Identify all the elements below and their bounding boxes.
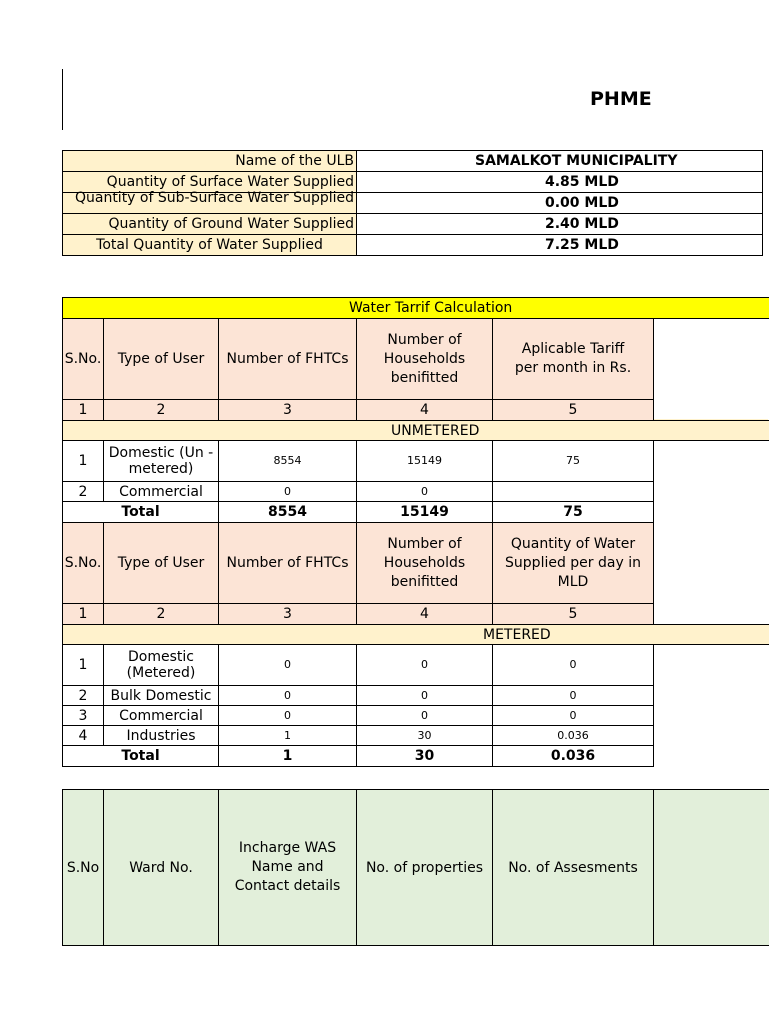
cell-fhtcs: 0: [219, 686, 357, 706]
header-type: Type of User: [104, 523, 219, 604]
total-row: [63, 502, 769, 523]
index-cell: 3: [219, 400, 357, 421]
info-label: Quantity of Ground Water Supplied: [63, 214, 357, 235]
ward-table: [62, 789, 769, 946]
header-sno: S.No.: [63, 319, 104, 400]
info-value: 4.85 MLD: [357, 172, 763, 193]
header-tariff: Aplicable Tariff per month in Rs.: [493, 319, 654, 400]
data-row: [63, 726, 769, 746]
info-row: [63, 214, 763, 235]
cell-value: 0: [493, 686, 654, 706]
cell-sno: 2: [63, 686, 104, 706]
cell-type: Industries: [104, 726, 219, 746]
metered-label: METERED: [63, 625, 769, 645]
cell-type: Commercial: [104, 706, 219, 726]
ward-header-properties: No. of properties: [357, 790, 493, 946]
cell-households: 0: [357, 645, 493, 686]
ward-header-ward-no: Ward No.: [104, 790, 219, 946]
info-label: Quantity of Surface Water Supplied: [63, 172, 357, 193]
cell-households: 30: [357, 726, 493, 746]
cell-value: 0: [493, 706, 654, 726]
ward-header-incharge: Incharge WAS Name and Contact details: [219, 790, 357, 946]
tariff-table-area: [62, 297, 654, 767]
header-type: Type of User: [104, 319, 219, 400]
total-label: Total: [63, 502, 219, 523]
cell-type: Bulk Domestic: [104, 686, 219, 706]
cell-type: Commercial: [104, 482, 219, 502]
unmetered-label: UNMETERED: [63, 421, 769, 441]
index-cell: 1: [63, 400, 104, 421]
cell-fhtcs: 0: [219, 482, 357, 502]
page-title: PHME: [590, 88, 652, 110]
total-households: 30: [357, 746, 493, 767]
index-row: [63, 604, 769, 625]
info-label: Name of the ULB: [63, 151, 357, 172]
index-cell: 4: [357, 400, 493, 421]
info-value: 0.00 MLD: [357, 193, 763, 214]
info-label: Total Quantity of Water Supplied: [63, 235, 357, 256]
cell-households: 0: [357, 706, 493, 726]
total-households: 15149: [357, 502, 493, 523]
cell-value: 75: [493, 441, 654, 482]
index-row: [63, 400, 769, 421]
header-sno: S.No.: [63, 523, 104, 604]
cell-households: 15149: [357, 441, 493, 482]
cell-value: [493, 482, 654, 502]
ward-header-assesments: No. of Assesments: [493, 790, 654, 946]
metered-header-row: [63, 523, 769, 604]
info-label: Quantity of Sub-Surface Water Supplied: [74, 190, 354, 206]
cell-households: 0: [357, 482, 493, 502]
index-cell: 3: [219, 604, 357, 625]
ward-header-row: [63, 790, 769, 946]
index-cell: 4: [357, 604, 493, 625]
cell-type: Domestic (Un - metered): [104, 441, 219, 482]
cell-sno: 1: [63, 645, 104, 686]
info-value: 2.40 MLD: [357, 214, 763, 235]
total-label: Total: [63, 746, 219, 767]
index-cell: 2: [104, 604, 219, 625]
header-fhtcs: Number of FHTCs: [219, 523, 357, 604]
index-cell: 5: [493, 400, 654, 421]
header-households: Number of Households benifitted: [357, 319, 493, 400]
tariff-table: [62, 297, 769, 767]
total-fhtcs: 1: [219, 746, 357, 767]
total-row: [63, 746, 769, 767]
cell-fhtcs: 0: [219, 706, 357, 726]
data-row: [63, 441, 769, 482]
tariff-header-row: [63, 319, 769, 400]
data-row: [63, 645, 769, 686]
cell-value: 0: [493, 645, 654, 686]
info-value: SAMALKOT MUNICIPALITY: [357, 151, 763, 172]
index-cell: 5: [493, 604, 654, 625]
cell-fhtcs: 0: [219, 645, 357, 686]
cell-sno: 3: [63, 706, 104, 726]
info-row: [63, 151, 763, 172]
cell-sno: 4: [63, 726, 104, 746]
info-row: [63, 235, 763, 256]
info-table: [62, 150, 763, 256]
header-quantity: Quantity of Water Supplied per day in MLD: [493, 523, 654, 604]
info-table-area: [62, 150, 678, 256]
cell-type: Domestic (Metered): [104, 645, 219, 686]
info-value: 7.25 MLD: [357, 235, 763, 256]
total-value: 0.036: [493, 746, 654, 767]
data-row: [63, 706, 769, 726]
cell-border-line: [62, 69, 63, 130]
data-row: [63, 482, 769, 502]
cell-sno: 2: [63, 482, 104, 502]
header-fhtcs: Number of FHTCs: [219, 319, 357, 400]
tariff-band-title: Water Tarrif Calculation: [63, 298, 769, 319]
cell-fhtcs: 8554: [219, 441, 357, 482]
data-row: [63, 686, 769, 706]
total-fhtcs: 8554: [219, 502, 357, 523]
cell-fhtcs: 1: [219, 726, 357, 746]
cell-sno: 1: [63, 441, 104, 482]
index-cell: 2: [104, 400, 219, 421]
cell-households: 0: [357, 686, 493, 706]
ward-header-sno: S.No: [63, 790, 104, 946]
index-cell: 1: [63, 604, 104, 625]
cell-value: 0.036: [493, 726, 654, 746]
total-value: 75: [493, 502, 654, 523]
header-households: Number of Households benifitted: [357, 523, 493, 604]
info-row: [63, 193, 763, 214]
ward-table-area: [62, 789, 654, 946]
